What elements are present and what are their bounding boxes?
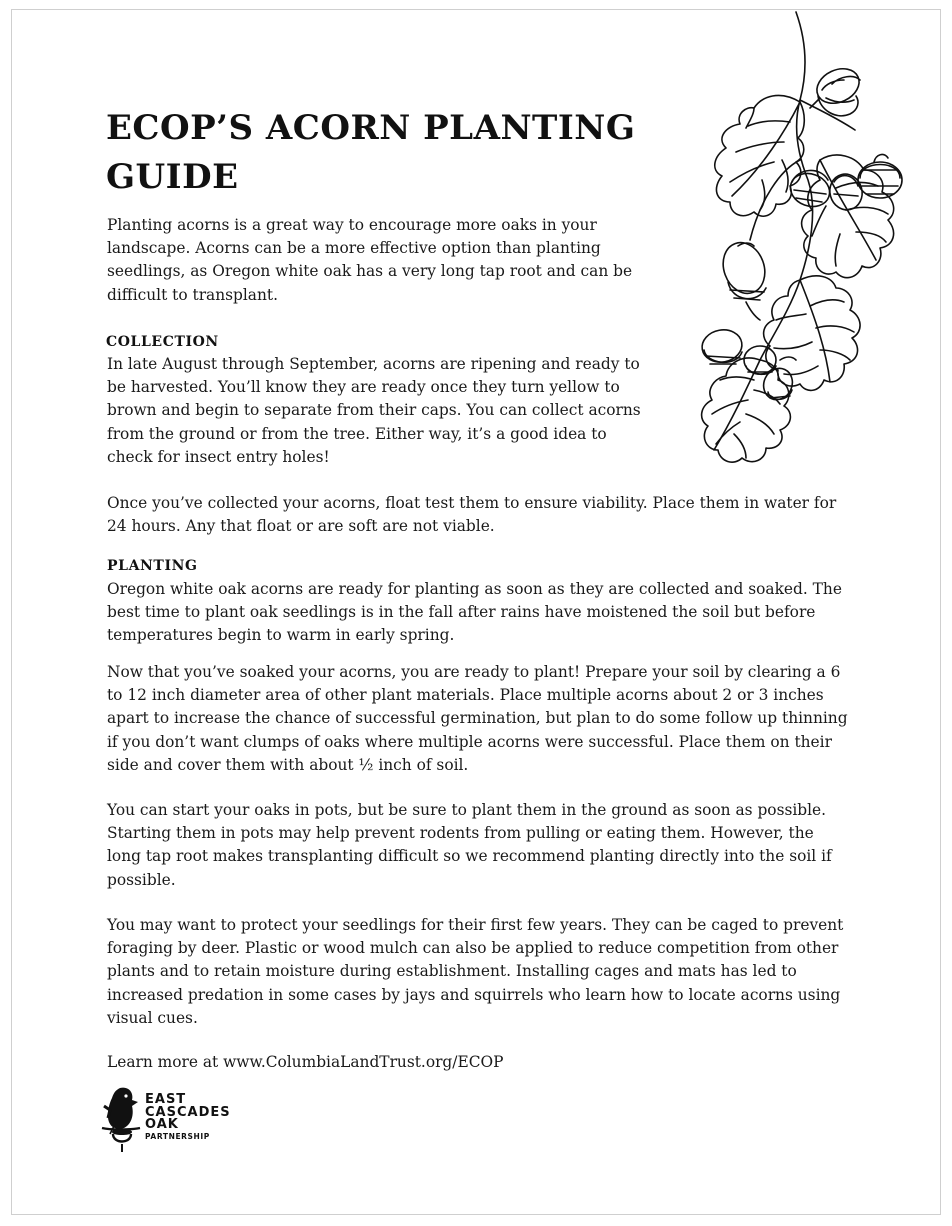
oak-branch-with-acorns-icon xyxy=(650,10,912,470)
ecop-logo xyxy=(100,1084,260,1156)
collection-paragraph-1: In late August through September, acorns are ripening and ready to be harvested. You’ll know they are ready once they turn yellow to brown and begin to separate from their caps. You can collect acorns from the ground or from the tree. Either way, it’s a good idea to check for insect entry holes! xyxy=(107,355,641,466)
collection-heading: COLLECTION xyxy=(106,334,219,350)
planting-paragraph-3: You can start your oaks in pots, but be sure to plant them in the ground as soon as possible. Starting them in pots may help prevent rodents from pulling or eating them. However, the long tap root makes transplanting difficult so we recommend planting directly into the soil if possible. xyxy=(107,801,832,889)
planting-paragraph-2: Now that you’ve soaked your acorns, you are ready to plant! Prepare your soil by clearing a 6 to 12 inch diameter area of other plant materials. Place multiple acorns about 2 or 3 inches apart to increase the chance of successful germination, but plan to do some follow up thinning if you don’t want clumps of oaks where multiple acorns were successful. Place them on their side and cover them with about ½ inch of soil. xyxy=(107,663,848,774)
collection-paragraph-2: Once you’ve collected your acorns, float test them to ensure viability. Place them in water for 24 hours. Any that float or are soft are not viable. xyxy=(107,494,837,536)
logo-text xyxy=(145,1094,231,1142)
planting-paragraph-1: Oregon white oak acorns are ready for planting as soon as they are collected and soaked. The best time to plant oak seedlings is in the fall after rains have moistened the soil but before temperatures begin to warm in early spring. xyxy=(107,580,842,645)
logo-line-cascades: CASCADES xyxy=(145,1104,231,1120)
learn-more-text: Learn more at www.ColumbiaLandTrust.org/ECOP xyxy=(107,1053,504,1071)
bird-on-acorn-icon xyxy=(100,1084,144,1154)
intro-paragraph: Planting acorns is a great way to encourage more oaks in your landscape. Acorns can be a more effective option than planting seedlings, as Oregon white oak has a very long tap root and can be difficult to transplant. xyxy=(107,216,633,304)
planting-paragraph-4: You may want to protect your seedlings for their first few years. They can be caged to prevent foraging by deer. Plastic or wood mulch can also be applied to reduce competition from other plants and to retain moisture during establishment. Installing cages and mats has led to increased predation in some cases by jays and squirrels who learn how to locate acorns using visual cues. xyxy=(107,916,844,1027)
page-title: ECOP’S ACORN PLANTING GUIDE xyxy=(106,108,636,197)
logo-line-oak: OAK xyxy=(145,1117,179,1132)
logo-line-partnership: PARTNERSHIP xyxy=(145,1131,210,1141)
logo-line-east: EAST xyxy=(145,1092,187,1107)
planting-heading: PLANTING xyxy=(107,558,198,574)
